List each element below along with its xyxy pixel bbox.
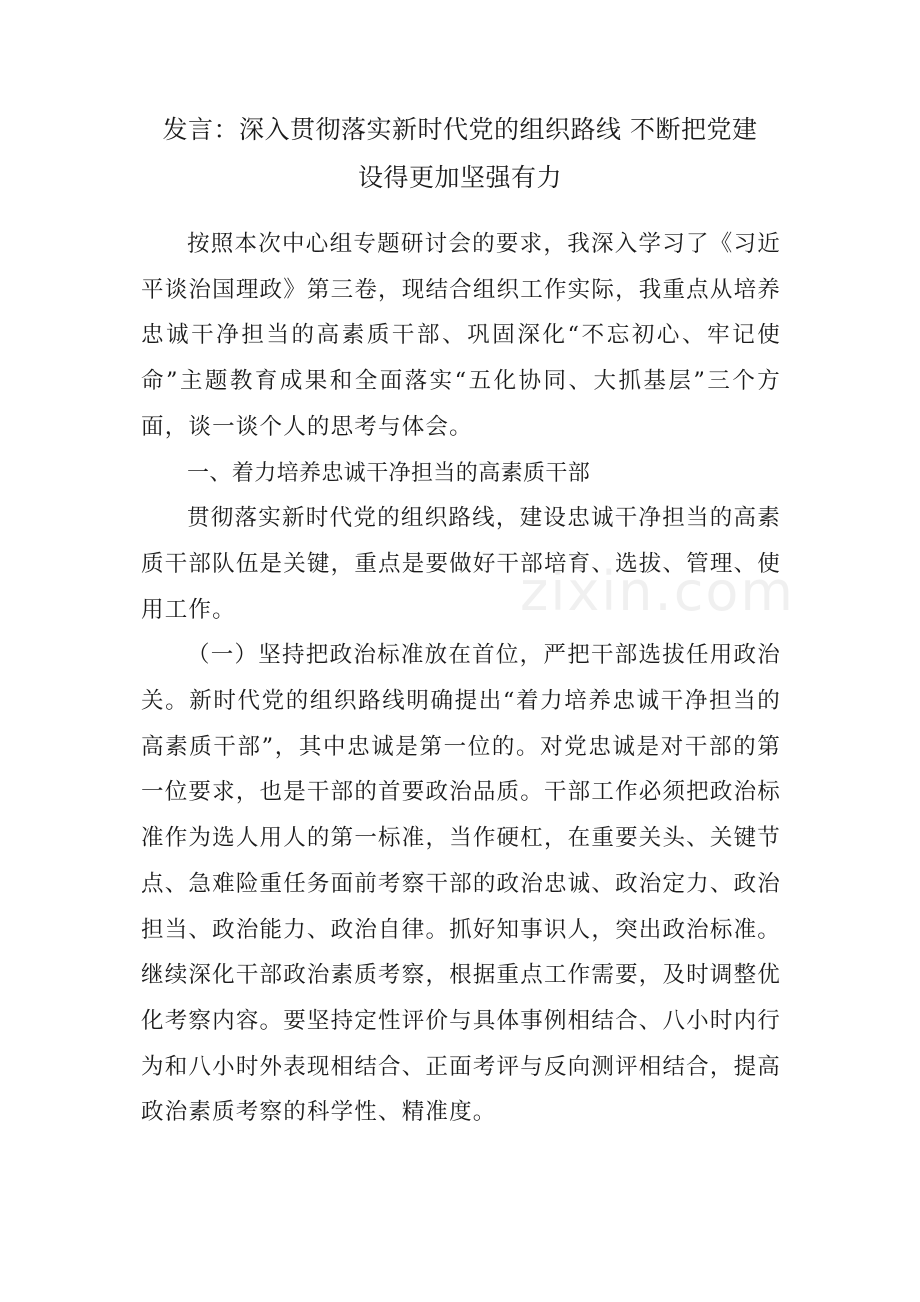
- section-1-heading: 一、着力培养忠诚干净担当的高素质干部: [187, 460, 591, 486]
- section-1-intro-paragraph: 贯彻落实新时代党的组织路线，建设忠诚干净担当的高素质干部队伍是关键，重点是要做好干部培育、选拔、管理、使用工作。: [141, 505, 781, 623]
- watermark: zixin.com: [520, 560, 796, 623]
- section-1-point-1-paragraph: （一）坚持把政治标准放在首位，严把干部选拔任用政治关。新时代党的组织路线明确提出“着力培养忠诚干净担当的高素质干部”，其中忠诚是第一位的。对党忠诚是对干部的第一位要求，也是干部的首要政治品质。干部工作必须把政治标准作为选人用人的第一标准，当作硬杠，在重要关头、关键节点、急难险重任务面前考察干部的政治忠诚、政治定力、政治担当、政治能力、政治自律。抓好知事识人，突出政治标准。继续深化干部政治素质考察，根据重点工作需要，及时调整优化考察内容。要坚持定性评价与具体事例相结合、八小时内行为和八小时外表现相结合、正面考评与反向测评相结合，提高政治素质考察的科学性、精准度。: [141, 642, 781, 1126]
- title-line-2: 设得更加坚强有力: [357, 163, 562, 192]
- title-line-1: 发言：深入贯彻落实新时代党的组织路线 不断把党建: [162, 115, 758, 144]
- intro-paragraph: 按照本次中心组专题研讨会的要求，我深入学习了《习近平谈治国理政》第三卷，现结合组织工作实际，我重点从培养忠诚干净担当的高素质干部、巩固深化“不忘初心、牢记使命”主题教育成果和全面落实“五化协同、大抓基层”三个方面，谈一谈个人的思考与体会。: [141, 231, 781, 440]
- document-body: [141, 222, 781, 1136]
